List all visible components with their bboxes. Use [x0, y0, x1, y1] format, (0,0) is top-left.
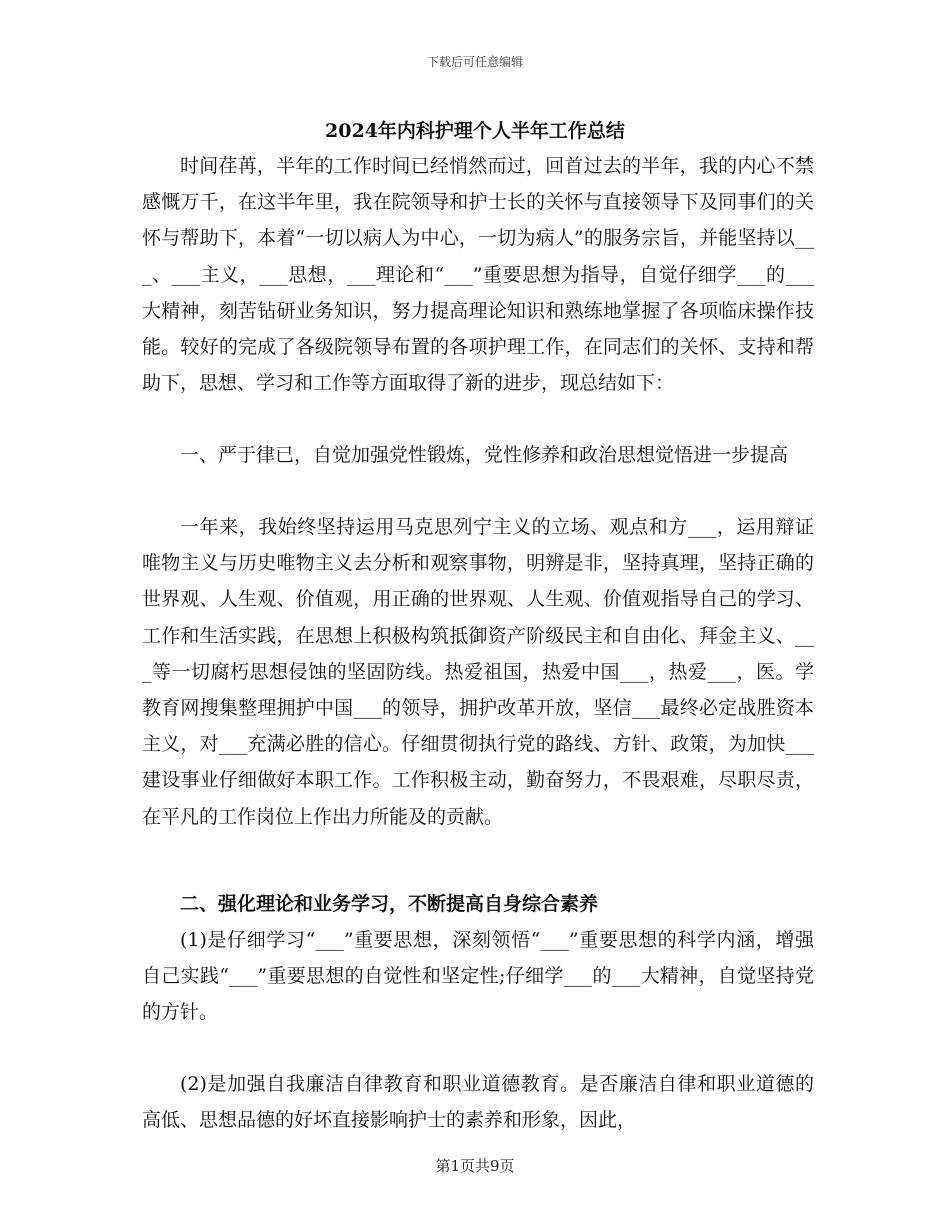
intro-paragraph: 时间荏苒，半年的工作时间已经悄然而过，回首过去的半年，我的内心不禁感慨万千，在这半年里，我在院领导和护士长的关怀与直接领导下及同事们的关怀与帮助下，本着“一切以病人为中心，一切为病人”的服务宗旨，并能坚持以___、___主义，___思想，___理论和“___”重要思想为指导，自觉仔细学___的___大精神，刻苦钻研业务知识，努力提高理论知识和熟练地掌握了各项临床操作技能。较好的完成了各级院领导布置的各项护理工作，在同志们的关怀、支持和帮助下，思想、学习和工作等方面取得了新的进步，现总结如下： [142, 155, 814, 395]
document-title: 2024年内科护理个人半年工作总结 [325, 120, 625, 142]
section-one-body: 一年来，我始终坚持运用马克思列宁主义的立场、观点和方___，运用辩证唯物主义与历史唯物主义去分析和观察事物，明辨是非，坚持真理，坚持正确的世界观、人生观、价值观，用正确的世界观、人生观、价值观指导自己的学习、工作和生活实践，在思想上积极构筑抵御资产阶级民主和自由化、拜金主义、___等一切腐朽思想侵蚀的坚固防线。热爱祖国，热爱中国___，热爱___，医。学教育网搜集整理拥护中国___的领导，拥护改革开放，坚信___最终必定战胜资本主义，对___充满必胜的信心。仔细贯彻执行党的路线、方针、政策，为加快___建设事业仔细做好本职工作。工作积极主动，勤奋努力，不畏艰难，尽职尽责，在平凡的工作岗位上作出力所能及的贡献。 [142, 516, 814, 828]
page-number-footer: 第1页共9页 [435, 1157, 515, 1175]
list-item-two: (2)是加强自我廉洁自律教育和职业道德教育。是否廉洁自律和职业道德的高低、思想品德的好坏直接影响护士的素养和形象，因此， [142, 1073, 814, 1132]
section-one-heading: 一、严于律已，自觉加强党性锻炼，党性修养和政治思想觉悟进一步提高 [180, 444, 789, 466]
list-item-one: (1)是仔细学习“___”重要思想，深刻领悟“___”重要思想的科学内涵，增强自己实践“___”重要思想的自觉性和坚定性;仔细学___的___大精神，自觉坚持党的方针。 [142, 929, 814, 1024]
section-two-heading: 二、强化理论和业务学习，不断提高自身综合素养 [180, 893, 599, 915]
header-note: 下载后可任意编辑 [426, 55, 523, 69]
